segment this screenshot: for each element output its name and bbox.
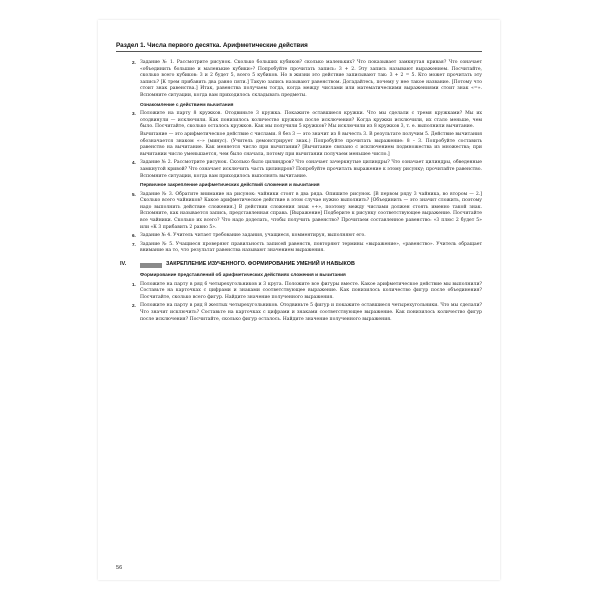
- paragraph: Положите на парту в ряд 8 желтых четырехугольников. Отодвиньте 5 фигур и покажите оставшиеся четырехугольники. Что мы сделали? Что значит исключить? Составьте на карточках с цифрами и знаками соответствующее выражение. Как понизилось количество фигур после исключения? Посчитайте, сколько фигур осталось. Найдите значение полученного выражения.: [140, 303, 482, 322]
- page-number: 56: [116, 565, 123, 571]
- page-content: [120, 60, 482, 325]
- list-item: [120, 233, 482, 240]
- running-header: Раздел 1. Числа первого десятка. Арифметические действия: [116, 42, 482, 52]
- list-item: [120, 282, 482, 302]
- book-page: [98, 20, 500, 580]
- subheading: Ознакомление с действием вычитания: [140, 102, 234, 108]
- item-number: 5.: [132, 191, 136, 197]
- paragraph: Положите на парту 8 кружков. Отодвиньте 3 кружка. Покажите оставшиеся кружки. Что мы сделали с тремя кружками? Мы их отодвинули — исключили. Как понизилось количество кружков после исключения? Когда кружки исключили, их стало меньше, чем было. Посчитайте, сколько осталось кружков. Как мы получили 5 кружков? Мы исключили из 8 кружков 3, т. е. выполнили вычитание.: [140, 111, 482, 130]
- paragraph: Задание № 2. Рассмотрите рисунок. Сколько было цилиндров? Что означает зачеркнутые цилиндры? Что означает цилиндры, обведенные замкнутой кривой? Что означает исключить часть цилиндров? Попробуйте прочитать выражение к этому рисунку; прочитайте равенство. Вспомните ситуации, когда вам приходилось выполнять вычитание.: [140, 160, 482, 179]
- subheading: Формирование представлений об арифметических действиях сложения и вычитания: [140, 273, 346, 279]
- list-item: [120, 111, 482, 158]
- section-bar: [140, 263, 162, 268]
- item-number: 1.: [132, 281, 136, 287]
- item-number: 3.: [132, 111, 136, 117]
- item-number: 2.: [132, 303, 136, 309]
- section-heading: [120, 260, 482, 270]
- item-number: 4.: [132, 160, 136, 166]
- item-number: 6.: [132, 233, 136, 239]
- paragraph: Задание № 1. Рассмотрите рисунок. Сколько больших кубиков? сколько маленьких? Что показывает замкнутая кривая? Что означает «объединить большие и маленькие кубики»? Попробуйте прочитать запись: 3 + 2. Эту запись называют выражением. Посчитайте, сколько всего кубиков: 3 и 2 будет 5, всего 5 кубиков. Но в жизни это действие записывают так: 3 + 2 = 5. Кто может прочитать эту запись? [К трем прибавить два равно пяти.] Такую запись называют равенством. Догадайтесь, почему у нее такое название. [Потому что стоит знак равенства.] Итак, равенства получаем тогда, когда между числами или математическими выражениями стоит знак «=». Вспомните ситуации, когда вам приходилось складывать предметы.: [140, 60, 482, 98]
- section-title: ЗАКРЕПЛЕНИЕ ИЗУЧЕННОГО. ФОРМИРОВАНИЕ УМЕНИЙ И НАВЫКОВ: [166, 261, 355, 268]
- list-item: [120, 160, 482, 180]
- subheading: Первичное закрепление арифметических действий сложения и вычитания: [140, 183, 320, 189]
- list-item: [120, 303, 482, 323]
- item-number: 2.: [132, 60, 136, 65]
- item-number: 7.: [132, 241, 136, 247]
- paragraph: Положите на парту в ряд 6 четырехугольников и 3 круга. Положите все фигуры вместе. Какое арифметическое действие мы выполнили? Составьте на карточках с цифрами и знаками соответствующее выражение. Как понизилось количество фигур после объединения? Посчитайте, сколько всего фигур. Найдите значение полученного выражения.: [140, 281, 482, 300]
- paragraph: Задание № 5. Учащиеся проверяют правильность записей равенств, повторяют термины «выражение», «равенство». Учитель обращает внимание на то, что результат равенства называют значением выражения.: [140, 241, 482, 254]
- list-item: [120, 192, 482, 232]
- paragraph: Задание № 3. Обратите внимание на рисунок: чайники стоят в два ряда. Опишите рисунок. [В первом ряду 3 чайника, во втором — 2.] Сколько всего чайников? Какое арифметическое действие в этом случае нужно выполнить? [Объединить — это значит сложить, поэтому надо выполнить действие сложения.] В действии сложения знак «+», поэтому между числами должен стоять именно такой знак. Вспомните, как называется запись, представленная справа. [Выражение] Подберите к рисунку соответствующее выражение. Посчитайте все чайники. Сколько их всего? Что надо доделать, чтобы получить равенство? Прочитаем составленное равенство: «3 плюс 2 будет 5» или «К 3 прибавить 2 равно 5».: [140, 191, 482, 230]
- section-number: IV.: [120, 261, 127, 268]
- list-item: [120, 242, 482, 255]
- list-item: [120, 60, 482, 100]
- paragraph: Задание № 4. Учитель читает требование задания, учащиеся, комментируя, выполняют его.: [140, 233, 366, 239]
- paragraph: Вычитание — это арифметическое действие с числами. 8 без 3 — это значит из 8 вычесть 3. В результате получим 5. Действие вычитания обозначается знаком «–» (минус). (Учитель демонстрирует знак.) Попробуйте прочитать выражение: 8 – 3. Попробуйте составить равенство на вычитание. Как меняется число при вычитании? [Вычитание связано с исключением подмножества из множества; при вычитании число уменьшается, чем было сначала, потому при вычитании получаем меньшее число.]: [140, 131, 482, 157]
